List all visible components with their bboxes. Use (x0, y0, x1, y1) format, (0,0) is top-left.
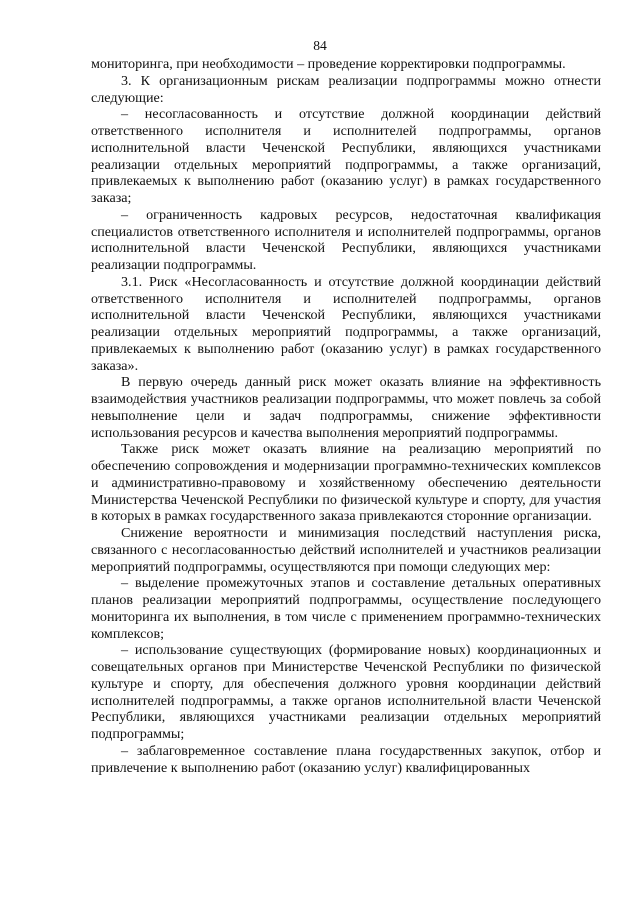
paragraph-organizational-risks-heading: 3. К организационным рискам реализации подпрограммы можно отнести следующие: (91, 72, 601, 106)
list-item-coordination-risk: – несогласованность и отсутствие должной координации действий ответственного исполнителя и исполнителей подпрограммы, органов исполнительной власти Чеченской Республики, являющихся участниками реализации отдельных мероприятий подпрограммы, а также организаций, привлекаемых к выполнению работ (оказанию услуг) в рамках государственного заказа; (91, 106, 601, 206)
paragraph-risk-3-1: 3.1. Риск «Несогласованность и отсутствие должной координации действий ответственного исполнителя и исполнителей подпрограммы, органов исполнительной власти Чеченской Республики, являющихся участниками реализации отдельных мероприятий подпрограммы, а также организаций, привлекаемых к выполнению работ (оказанию услуг) в рамках государственного заказа». (91, 273, 601, 374)
document-body (91, 56, 601, 776)
list-item-staffing-risk: – ограниченность кадровых ресурсов, недостаточная квалификация специалистов ответственного исполнителя и исполнителей подпрограммы, органов исполнительной власти Чеченской Республики, являющихся участниками реализации подпрограммы. (91, 206, 601, 273)
list-item-measure-coordination-bodies: – использование существующих (формирование новых) координационных и совещательных органов при Министерстве Чеченской Республики по физической культуре и спорту, для обеспечения должного уровня координации действий исполнителей подпрограммы, а также органов исполнительной власти Чеченской Республики, являющихся участниками реализации отдельных мероприятий подпрограммы; (91, 642, 601, 742)
paragraph-risk-impact-efficiency: В первую очередь данный риск может оказать влияние на эффективность взаимодействия участников реализации подпрограммы, что может повлечь за собой невыполнение цели и задач подпрограммы, снижение эффективности использования ресурсов и качества выполнения мероприятий подпрограммы. (91, 374, 601, 441)
paragraph-risk-impact-implementation: Также риск может оказать влияние на реализацию мероприятий по обеспечению сопровождения и модернизации программно-технических комплексов и административно-правовому и хозяйственному обеспечению деятельности Министерства Чеченской Республики по физической культуре и спорту, для участия в которых в рамках государственного заказа привлекаются сторонние организации. (91, 441, 601, 525)
list-item-measure-stages: – выделение промежуточных этапов и составление детальных оперативных планов реализации мероприятий подпрограммы, осуществление последующего мониторинга их выполнения, в том числе с применением программно-технических комплексов; (91, 575, 601, 642)
paragraph-continuation: мониторинга, при необходимости – проведение корректировки подпрограммы. (91, 56, 566, 72)
paragraph-mitigation-measures: Снижение вероятности и минимизация последствий наступления риска, связанного с несогласованностью действий исполнителей и участников реализации мероприятий подпрограммы, осуществляются при помощи следующих мер: (91, 525, 601, 575)
list-item-measure-procurement: – заблаговременное составление плана государственных закупок, отбор и привлечение к выполнению работ (оказанию услуг) квалифицированных (91, 742, 601, 776)
page-number: 84 (313, 38, 327, 53)
